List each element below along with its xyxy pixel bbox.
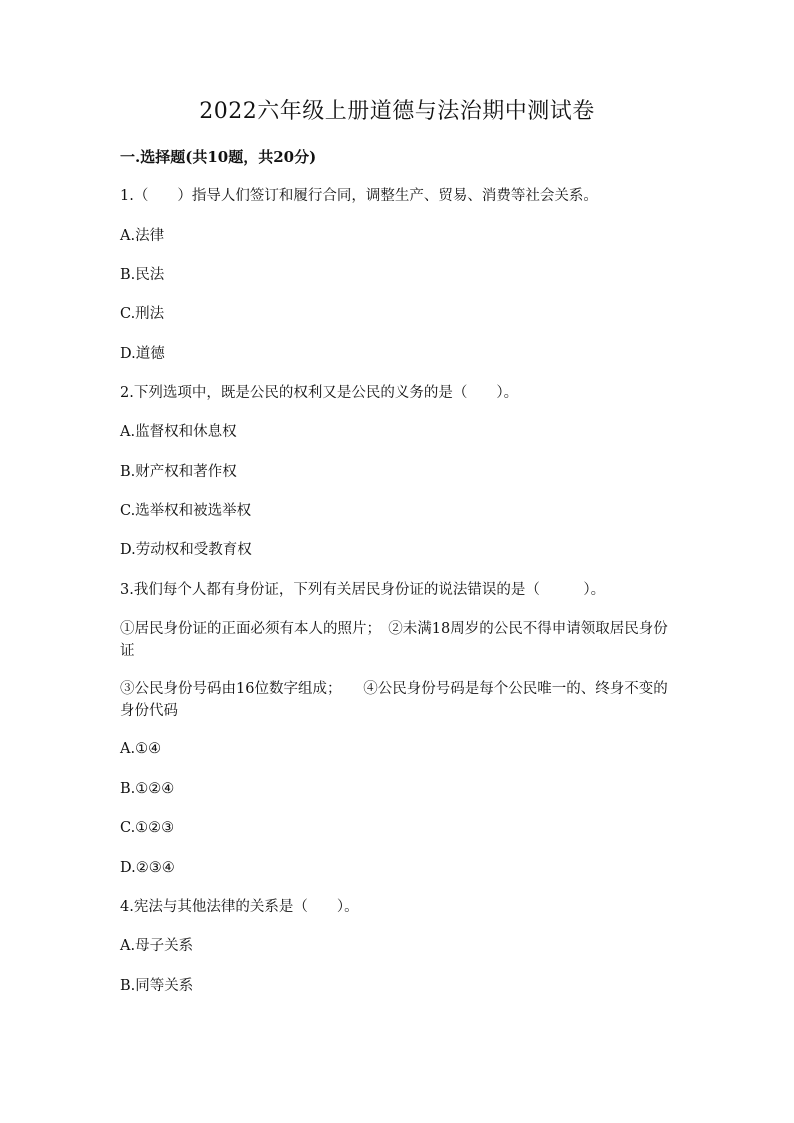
question-3-statement-2: ③公民身份号码由16位数字组成； ④公民身份号码是每个公民唯一的、终身不变的身份代码 xyxy=(120,681,668,719)
question-2-stem: 2.下列选项中，既是公民的权利又是公民的义务的是（ ）。 xyxy=(120,385,519,401)
page-title: 2022六年级上册道德与法治期中测试卷 xyxy=(199,99,595,124)
question-1-option-b[interactable]: B.民法 xyxy=(120,267,165,283)
question-1-option-c[interactable]: C.刑法 xyxy=(120,306,165,322)
question-2-option-a[interactable]: A.监督权和休息权 xyxy=(120,424,237,440)
question-4-option-b[interactable]: B.同等关系 xyxy=(120,978,194,994)
question-1-option-d[interactable]: D.道德 xyxy=(120,346,165,362)
question-4-option-a[interactable]: A.母子关系 xyxy=(120,938,194,954)
question-3-option-b[interactable]: B.①②④ xyxy=(120,781,175,797)
question-3-option-c[interactable]: C.①②③ xyxy=(120,820,175,836)
question-3-statement-1: ①居民身份证的正面必须有本人的照片； ②未满18周岁的公民不得申请领取居民身份证 xyxy=(120,621,668,659)
section-heading: 一.选择题(共10题，共20分) xyxy=(120,148,317,166)
question-2-option-d[interactable]: D.劳动权和受教育权 xyxy=(120,542,252,558)
question-3-option-d[interactable]: D.②③④ xyxy=(120,860,175,876)
question-3-stem: 3.我们每个人都有身份证，下列有关居民身份证的说法错误的是（ ）。 xyxy=(120,582,606,598)
question-4-stem: 4.宪法与其他法律的关系是（ ）。 xyxy=(120,899,359,915)
question-1-stem: 1.（ ）指导人们签订和履行合同，调整生产、贸易、消费等社会关系。 xyxy=(120,188,598,204)
question-2-option-c[interactable]: C.选举权和被选举权 xyxy=(120,503,252,519)
question-3-option-a[interactable]: A.①④ xyxy=(120,741,162,757)
question-2-option-b[interactable]: B.财产权和著作权 xyxy=(120,464,237,480)
question-1-option-a[interactable]: A.法律 xyxy=(120,228,165,244)
